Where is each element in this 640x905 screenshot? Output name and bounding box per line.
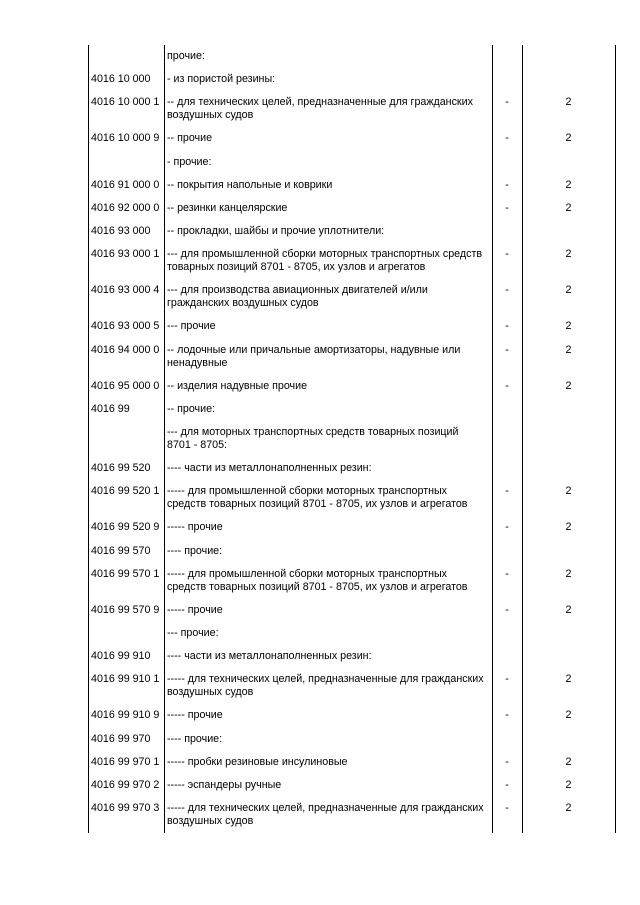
- table-row: [88, 421, 615, 457]
- col-3-value: -: [505, 801, 509, 814]
- rate-value: [522, 728, 615, 751]
- rate-value: 2: [565, 603, 572, 616]
- rate-value: [522, 645, 615, 668]
- rate-value: 2: [565, 132, 572, 145]
- table-row: [88, 668, 615, 704]
- hs-code: 4016 99 570 9: [91, 603, 160, 616]
- rate-value: 2: [565, 96, 572, 109]
- tariff-table: [88, 45, 615, 833]
- table-row: [88, 220, 615, 243]
- hs-code: 4016 92 000 0: [91, 201, 160, 214]
- description: [164, 174, 492, 197]
- description: [164, 797, 492, 833]
- table-row: [88, 279, 615, 315]
- description-line: ----- пробки резиновые инсулиновые: [167, 755, 348, 768]
- hs-code: 4016 99 570 1: [91, 567, 160, 580]
- rate-value: [522, 398, 615, 421]
- description-line: ----- для технических целей, предназначенные для гражданских: [167, 673, 484, 686]
- description-line: ---- прочие:: [167, 732, 223, 745]
- description: [164, 480, 492, 516]
- col-3-value: -: [505, 709, 509, 722]
- hs-code: 4016 99 910: [91, 650, 151, 663]
- description-line: -- прочие:: [167, 402, 215, 415]
- description-line: - из пористой резины:: [167, 73, 276, 86]
- col-3-value: [492, 151, 522, 174]
- description: [164, 197, 492, 220]
- hs-code: 4016 91 000 0: [91, 178, 160, 191]
- rate-value: 2: [565, 778, 572, 791]
- description: [164, 751, 492, 774]
- col-3-value: [492, 457, 522, 480]
- rate-value: [522, 220, 615, 243]
- description: [164, 220, 492, 243]
- hs-code: 4016 10 000: [91, 73, 151, 86]
- col-3-value: -: [505, 343, 509, 356]
- hs-code: [88, 151, 164, 174]
- rate-value: 2: [565, 201, 572, 214]
- table-row: [88, 480, 615, 516]
- description-line: товарных позиций 8701 - 8705, их узлов и агрегатов: [167, 261, 426, 274]
- description: [164, 622, 492, 645]
- col-3-value: -: [505, 485, 509, 498]
- rate-value: 2: [565, 521, 572, 534]
- table-row: [88, 68, 615, 91]
- table-row: [88, 174, 615, 197]
- description: [164, 375, 492, 398]
- col-3-value: [492, 45, 522, 68]
- hs-code: 4016 94 000 0: [91, 343, 160, 356]
- table-row: [88, 45, 615, 68]
- hs-code: 4016 99 570: [91, 544, 151, 557]
- description: [164, 279, 492, 315]
- table-row: [88, 91, 615, 127]
- rate-value: 2: [565, 567, 572, 580]
- hs-code: 4016 93 000: [91, 224, 151, 237]
- table-row: [88, 243, 615, 279]
- hs-code: 4016 99 970: [91, 732, 151, 745]
- description: [164, 421, 492, 457]
- hs-code: 4016 99: [91, 402, 130, 415]
- rate-value: [522, 622, 615, 645]
- hs-code: 4016 95 000 0: [91, 379, 160, 392]
- hs-code: 4016 99 520: [91, 462, 151, 475]
- hs-code: 4016 10 000 9: [91, 132, 160, 145]
- col-3-value: -: [505, 248, 509, 261]
- description: [164, 599, 492, 622]
- description-line: воздушных судов: [167, 814, 254, 827]
- rate-value: 2: [565, 248, 572, 261]
- description: [164, 668, 492, 704]
- hs-code: [88, 421, 164, 457]
- description-line: -- для технических целей, предназначенные для гражданских: [167, 96, 473, 109]
- hs-code: 4016 99 520 1: [91, 485, 160, 498]
- col-3-value: -: [505, 521, 509, 534]
- col-3-value: -: [505, 320, 509, 333]
- description: [164, 91, 492, 127]
- col-3-value: [492, 421, 522, 457]
- hs-code: 4016 93 000 1: [91, 248, 160, 261]
- rate-value: 2: [565, 343, 572, 356]
- table-row: [88, 127, 615, 150]
- description-line: воздушных судов: [167, 109, 254, 122]
- description-line: ----- прочие: [167, 709, 223, 722]
- description-line: - прочие:: [167, 155, 212, 168]
- col-3-value: -: [505, 178, 509, 191]
- rate-value: 2: [565, 485, 572, 498]
- description-line: -- прокладки, шайбы и прочие уплотнители:: [167, 224, 385, 237]
- col-3-value: -: [505, 201, 509, 214]
- description: [164, 127, 492, 150]
- description: [164, 151, 492, 174]
- table-row: [88, 751, 615, 774]
- description-line: -- резинки канцелярские: [167, 201, 288, 214]
- rate-value: [522, 457, 615, 480]
- table-row: [88, 599, 615, 622]
- description-line: -- изделия надувные прочие: [167, 379, 308, 392]
- hs-code: 4016 10 000 1: [91, 96, 160, 109]
- description: [164, 774, 492, 797]
- description-line: средств товарных позиций 8701 - 8705, их узлов и агрегатов: [167, 580, 468, 593]
- description-line: 8701 - 8705:: [167, 438, 228, 451]
- table-right-border: [615, 45, 616, 833]
- description-line: ----- прочие: [167, 603, 223, 616]
- table-row: [88, 728, 615, 751]
- rate-value: [522, 421, 615, 457]
- table-row: [88, 457, 615, 480]
- rate-value: 2: [565, 673, 572, 686]
- description-line: ----- для технических целей, предназначенные для гражданских: [167, 801, 484, 814]
- description: [164, 645, 492, 668]
- col-3-value: -: [505, 755, 509, 768]
- description: [164, 45, 492, 68]
- table-row: [88, 645, 615, 668]
- description-line: ----- для промышленной сборки моторных транспортных: [167, 485, 448, 498]
- description-line: -- лодочные или причальные амортизаторы, надувные или: [167, 343, 461, 356]
- hs-code: 4016 99 970 1: [91, 755, 160, 768]
- col-3-value: -: [505, 603, 509, 616]
- description-line: ---- части из металлонаполненных резин:: [167, 462, 372, 475]
- col-3-value: [492, 645, 522, 668]
- description: [164, 457, 492, 480]
- col-3-value: -: [505, 778, 509, 791]
- table-row: [88, 622, 615, 645]
- description: [164, 704, 492, 727]
- description-line: --- прочие:: [167, 626, 219, 639]
- col-3-value: -: [505, 132, 509, 145]
- rate-value: [522, 68, 615, 91]
- col-3-value: -: [505, 379, 509, 392]
- col-3-value: -: [505, 96, 509, 109]
- description-line: ----- для промышленной сборки моторных транспортных: [167, 567, 448, 580]
- hs-code: 4016 99 910 9: [91, 709, 160, 722]
- table-row: [88, 774, 615, 797]
- col-3-value: [492, 622, 522, 645]
- description-line: ----- эспандеры ручные: [167, 778, 282, 791]
- hs-code: [88, 45, 164, 68]
- col-3-value: [492, 220, 522, 243]
- table-row: [88, 197, 615, 220]
- col-3-value: -: [505, 284, 509, 297]
- table-row: [88, 516, 615, 539]
- description-line: ---- части из металлонаполненных резин:: [167, 650, 372, 663]
- description: [164, 243, 492, 279]
- description: [164, 563, 492, 599]
- description-line: ненадувные: [167, 356, 228, 369]
- hs-code: 4016 93 000 4: [91, 284, 160, 297]
- description-line: -- прочие: [167, 132, 213, 145]
- rate-value: 2: [565, 755, 572, 768]
- rate-value: [522, 540, 615, 563]
- rate-value: [522, 151, 615, 174]
- description-line: --- для моторных транспортных средств товарных позиций: [167, 425, 459, 438]
- description-line: --- прочие: [167, 320, 216, 333]
- description: [164, 398, 492, 421]
- hs-code: 4016 99 970 2: [91, 778, 160, 791]
- rate-value: 2: [565, 709, 572, 722]
- description: [164, 540, 492, 563]
- hs-code: [88, 622, 164, 645]
- description-line: -- покрытия напольные и коврики: [167, 178, 333, 191]
- col-3-value: [492, 540, 522, 563]
- description-line: средств товарных позиций 8701 - 8705, их узлов и агрегатов: [167, 498, 468, 511]
- col-3-value: [492, 728, 522, 751]
- col-3-value: -: [505, 673, 509, 686]
- hs-code: 4016 93 000 5: [91, 320, 160, 333]
- description: [164, 728, 492, 751]
- description-line: ----- прочие: [167, 521, 223, 534]
- hs-code: 4016 99 970 3: [91, 801, 160, 814]
- rate-value: 2: [565, 320, 572, 333]
- description: [164, 68, 492, 91]
- col-3-value: [492, 68, 522, 91]
- description-line: прочие:: [167, 50, 205, 62]
- hs-code: 4016 99 910 1: [91, 673, 160, 686]
- description-line: --- для промышленной сборки моторных транспортных средств: [167, 248, 483, 261]
- description: [164, 516, 492, 539]
- description-line: воздушных судов: [167, 686, 254, 699]
- description: [164, 339, 492, 375]
- table-row: [88, 563, 615, 599]
- rate-value: 2: [565, 379, 572, 392]
- table-row: [88, 375, 615, 398]
- col-3-value: -: [505, 567, 509, 580]
- table-row: [88, 315, 615, 338]
- col-3-value: [492, 398, 522, 421]
- rate-value: 2: [565, 801, 572, 814]
- rate-value: [522, 45, 615, 68]
- table-row: [88, 704, 615, 727]
- description-line: гражданских воздушных судов: [167, 297, 319, 310]
- rate-value: 2: [565, 284, 572, 297]
- hs-code: 4016 99 520 9: [91, 521, 160, 534]
- table-row: [88, 540, 615, 563]
- table-row: [88, 339, 615, 375]
- table-row: [88, 398, 615, 421]
- description-line: ---- прочие:: [167, 544, 223, 557]
- rate-value: 2: [565, 178, 572, 191]
- description: [164, 315, 492, 338]
- table-row: [88, 151, 615, 174]
- description-line: --- для производства авиационных двигателей и/или: [167, 284, 428, 297]
- table-row: [88, 797, 615, 833]
